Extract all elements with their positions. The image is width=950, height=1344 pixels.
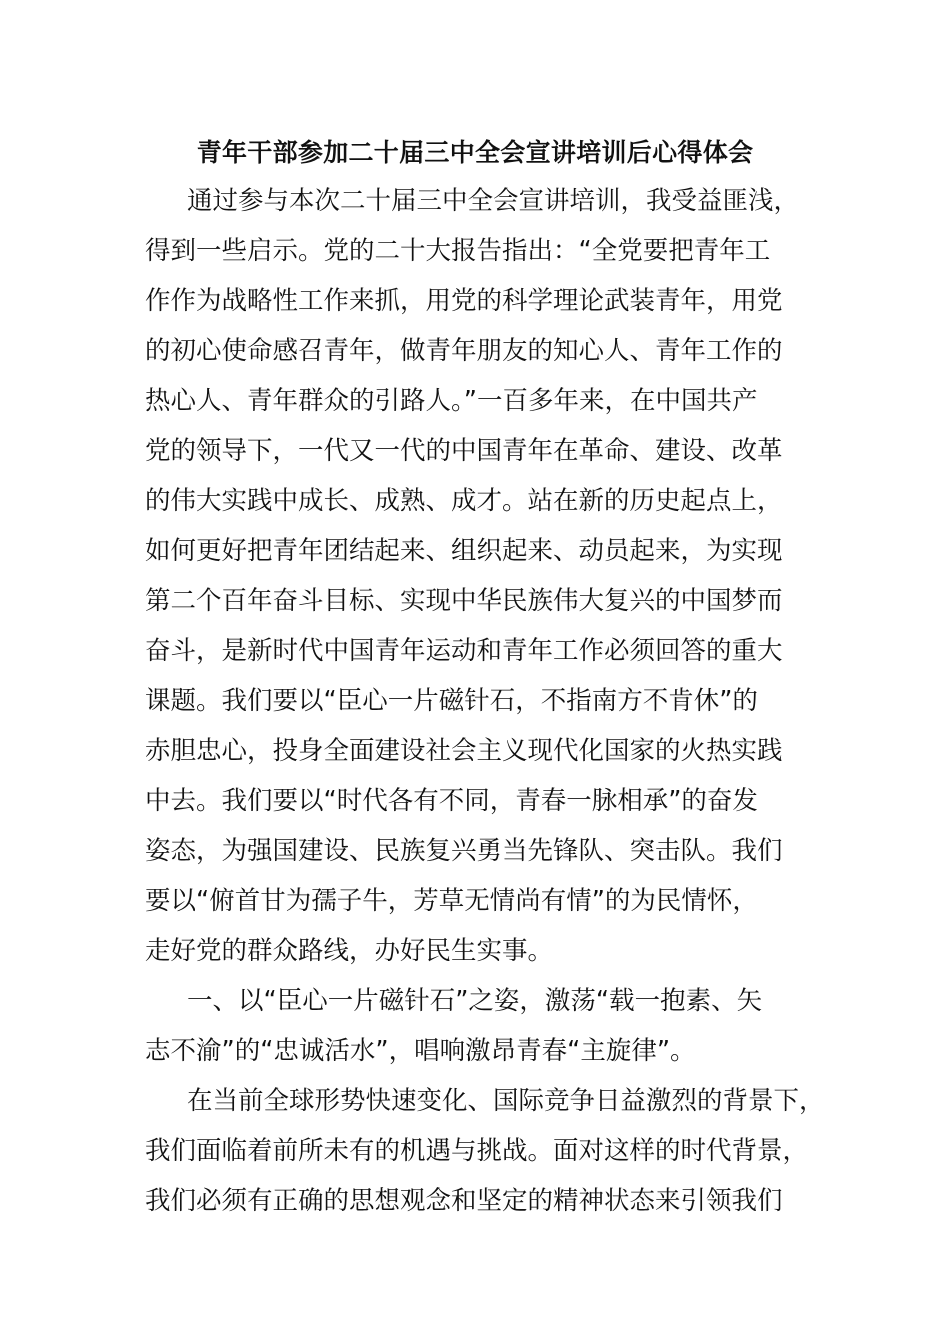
document-body (145, 176, 825, 1226)
text-line: 第二个百年奋斗目标、实现中华民族伟大复兴的中国梦而 (145, 586, 783, 616)
text-line: 赤胆忠心，投身全面建设社会主义现代化国家的火热实践 (145, 736, 783, 766)
text-line: 在当前全球形势快速变化、国际竞争日益激烈的背景下， (187, 1086, 825, 1116)
text-line: 我们必须有正确的思想观念和坚定的精神状态来引领我们 (145, 1186, 783, 1216)
text-line: 课题。我们要以“臣心一片磁针石，不指南方不肯休”的 (145, 686, 758, 716)
text-line: 走好党的群众路线，办好民生实事。 (145, 936, 554, 966)
page-title: 青年干部参加二十届三中全会宣讲培训后心得体会 (196, 138, 754, 167)
text-line: 要以“俯首甘为孺子牛，芳草无情尚有情”的为民情怀， (145, 886, 758, 916)
text-line: 党的领导下，一代又一代的中国青年在革命、建设、改革 (145, 436, 783, 466)
text-line: 姿态，为强国建设、民族复兴勇当先锋队、突击队。我们 (145, 836, 783, 866)
text-line: 的伟大实践中成长、成熟、成才。站在新的历史起点上， (145, 486, 783, 516)
text-line: 我们面临着前所未有的机遇与挑战。面对这样的时代背景， (145, 1136, 809, 1166)
text-line: 如何更好把青年团结起来、组织起来、动员起来，为实现 (145, 536, 783, 566)
text-line: 中去。我们要以“时代各有不同，青春一脉相承”的奋发 (145, 786, 758, 816)
text-line: 热心人、青年群众的引路人。”一百多年来，在中国共产 (145, 386, 758, 416)
section-heading-line: 一、以“臣心一片磁针石”之姿，激荡“载一抱素、矢 (187, 986, 763, 1016)
text-line: 作作为战略性工作来抓，用党的科学理论武装青年，用党 (145, 286, 783, 316)
text-line: 得到一些启示。党的二十大报告指出：“全党要把青年工 (145, 236, 771, 266)
section-heading-line: 志不渝”的“忠诚活水”，唱响激昂青春“主旋律”。 (145, 1036, 696, 1066)
text-line: 奋斗，是新时代中国青年运动和青年工作必须回答的重大 (145, 636, 783, 666)
text-line: 的初心使命感召青年，做青年朋友的知心人、青年工作的 (145, 336, 783, 366)
text-line: 通过参与本次二十届三中全会宣讲培训，我受益匪浅， (187, 186, 800, 216)
